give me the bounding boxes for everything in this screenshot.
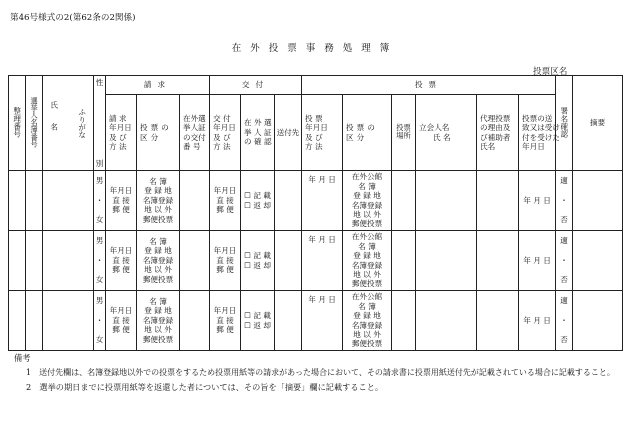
cell-senkyonin[interactable] — [26, 171, 43, 231]
cell-sofusaki[interactable] — [275, 291, 302, 351]
cell-senkyonin[interactable] — [26, 291, 43, 351]
cell-kofu[interactable]: 年月日 直 接 郵 便 — [210, 291, 241, 351]
cell-zaigai-kofu[interactable] — [180, 291, 210, 351]
table-row — [9, 231, 623, 291]
note-item: 2 選挙の期日までに投票用紙等を返還した者については、その旨を「摘要」欄に記載すること。 — [26, 382, 384, 392]
cell-tekiyo[interactable] — [573, 171, 623, 231]
cell-kubun[interactable]: 名 簿 登 録 地 名簿登録 地 以 外 郵便投票 — [137, 291, 180, 351]
header-shimei: 氏名 — [49, 101, 59, 145]
cell-kofu[interactable]: 年月日 直 接 郵 便 — [210, 171, 241, 231]
cell-kakunin[interactable]: ☐ 記 載 ☐ 返 却 — [241, 171, 275, 231]
header-tohyo-date: 投 票 年月日 及 び 方 法 — [302, 95, 343, 171]
cell-kofu[interactable]: 年月日 直 接 郵 便 — [210, 231, 241, 291]
cell-sex[interactable]: 男 ・ 女 — [94, 231, 106, 291]
header-dairi: 代理投票 の理由及 び補助者 氏名 — [477, 95, 519, 171]
cell-dairi[interactable] — [477, 171, 519, 231]
cell-seikyu[interactable]: 年月日 直 接 郵 便 — [106, 291, 137, 351]
header-sex — [94, 76, 106, 171]
cell-kubun2[interactable]: 在外公館 名 簿 登 録 地 名簿登録 地 以 外 郵便投票 — [343, 231, 392, 291]
header-seiri: 整理番号 — [9, 76, 26, 171]
header-zaigai-kofu: 在外選 挙人証 の交付 番 号 — [180, 95, 210, 171]
cell-tachiai[interactable] — [416, 171, 477, 231]
cell-seikyu[interactable]: 年月日 直 接 郵 便 — [106, 231, 137, 291]
header-furigana: ふりがな — [77, 107, 87, 139]
cell-sochi[interactable]: 年 月 日 — [519, 231, 556, 291]
cell-sofusaki[interactable] — [275, 231, 302, 291]
cell-tachiai[interactable] — [416, 291, 477, 351]
cell-dairi[interactable] — [477, 231, 519, 291]
form-title: 在外投票事務処理簿 — [231, 43, 399, 54]
header-seikyu-group: 請求 — [106, 76, 210, 95]
cell-kubun[interactable]: 名 簿 登 録 地 名簿登録 地 以 外 郵便投票 — [137, 171, 180, 231]
cell-sochi[interactable]: 年 月 日 — [519, 291, 556, 351]
header-sofusaki: 送付先 — [275, 95, 302, 171]
header-tohyo-kubun2: 投票の区分 — [343, 95, 392, 171]
record-table — [8, 75, 623, 351]
cell-kakunin[interactable]: ☐ 記 載 ☐ 返 却 — [241, 291, 275, 351]
header-seikyu-date: 請 求 年月日 及 び 方 法 — [106, 95, 137, 171]
cell-tohyo-date[interactable]: 年 月 日 — [302, 231, 343, 291]
cell-tohyo-date[interactable]: 年 月 日 — [302, 171, 343, 231]
cell-tohyo-date[interactable]: 年 月 日 — [302, 291, 343, 351]
cell-seikyu[interactable]: 年月日 直 接 郵 便 — [106, 171, 137, 231]
header-sei: 性 — [95, 78, 104, 87]
header-zaigai-kakunin: 在 外 選 挙 人 証 の 確 認 — [241, 95, 275, 171]
cell-seiri[interactable] — [9, 291, 26, 351]
table-row — [9, 171, 623, 231]
header-shomei: 署名確認 — [556, 76, 573, 171]
cell-shomei[interactable]: 適 ・ 否 — [556, 291, 573, 351]
cell-tekiyo[interactable] — [573, 291, 623, 351]
header-betsu: 別 — [95, 158, 104, 168]
cell-kubun2[interactable]: 在外公館 名 簿 登 録 地 名簿登録 地 以 外 郵便投票 — [343, 291, 392, 351]
district-name-label: 投票区名 — [533, 67, 568, 77]
cell-sofusaki[interactable] — [275, 171, 302, 231]
cell-seiri[interactable] — [9, 231, 26, 291]
cell-shomei[interactable]: 適 ・ 否 — [556, 231, 573, 291]
header-tachiai: 立会人名 氏 名 — [416, 95, 477, 171]
cell-tohyo-basho[interactable] — [392, 231, 416, 291]
notes-heading: 備考 — [14, 353, 31, 363]
header-tekiyo: 摘要 — [573, 76, 623, 171]
header-kofu-date: 交 付 年月日 及 び 方 法 — [210, 95, 241, 171]
header-tohyo-group: 投票 — [302, 76, 556, 95]
header-tohyo-kubun: 投票の区分 — [137, 95, 180, 171]
header-kofu-group: 交付 — [210, 76, 302, 95]
cell-name[interactable] — [43, 231, 94, 291]
cell-sex[interactable]: 男 ・ 女 — [94, 291, 106, 351]
cell-shomei[interactable]: 適 ・ 否 — [556, 171, 573, 231]
cell-zaigai-kofu[interactable] — [180, 171, 210, 231]
cell-sochi[interactable]: 年 月 日 — [519, 171, 556, 231]
form-number-label: 第46号様式の2(第62条の2関係) — [10, 13, 136, 23]
table-row — [9, 291, 623, 351]
cell-tekiyo[interactable] — [573, 231, 623, 291]
cell-kakunin[interactable]: ☐ 記 載 ☐ 返 却 — [241, 231, 275, 291]
header-senkyonin: 選挙人名簿番号 — [26, 76, 43, 171]
cell-kubun2[interactable]: 在外公館 名 簿 登 録 地 名簿登録 地 以 外 郵便投票 — [343, 171, 392, 231]
cell-tohyo-basho[interactable] — [392, 171, 416, 231]
cell-senkyonin[interactable] — [26, 231, 43, 291]
cell-name[interactable] — [43, 171, 94, 231]
cell-name[interactable] — [43, 291, 94, 351]
header-sochi: 投票の送 致又は受け 付を受けた 年月日 — [519, 95, 556, 171]
cell-kubun[interactable]: 名 簿 登 録 地 名簿登録 地 以 外 郵便投票 — [137, 231, 180, 291]
cell-dairi[interactable] — [477, 291, 519, 351]
header-furigana-shimei — [43, 76, 94, 171]
cell-zaigai-kofu[interactable] — [180, 231, 210, 291]
cell-seiri[interactable] — [9, 171, 26, 231]
note-item: 1 送付先欄は、名簿登録地以外での投票をするため投票用紙等の請求があった場合において、その請求書に投票用紙送付先が記載されている場合に記載すること。 — [26, 368, 615, 377]
cell-sex[interactable]: 男 ・ 女 — [94, 171, 106, 231]
header-tohyo-basho: 投票場所 — [392, 95, 416, 171]
cell-tohyo-basho[interactable] — [392, 291, 416, 351]
cell-tachiai[interactable] — [416, 231, 477, 291]
